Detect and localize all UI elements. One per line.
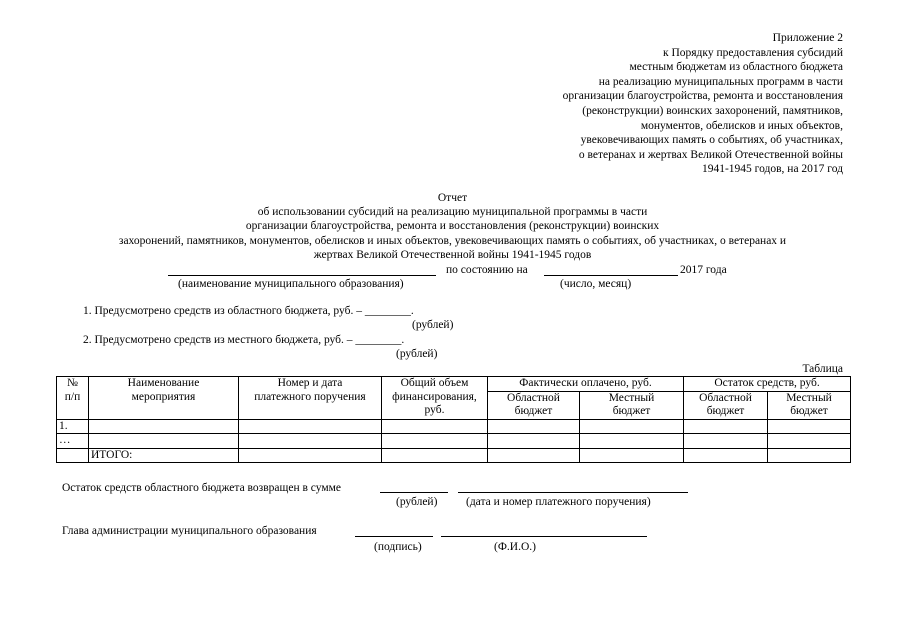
appendix-line: Приложение 2 xyxy=(772,32,843,44)
appendix-line: к Порядку предоставления субсидий xyxy=(663,46,843,59)
col-remain-local-header: Местный бюджет xyxy=(768,391,851,419)
fio-blank xyxy=(441,536,647,537)
row-name xyxy=(89,419,239,434)
report-subtitle-line: захоронений, памятников, монументов, обелисков и иных объектов, увековечивающих память о событиях, об участниках, о ветеранах и xyxy=(118,235,787,247)
appendix-line: увековечивающих память о событиях, об участниках, xyxy=(580,134,843,147)
appendix-line: на реализацию муниципальных программ в части xyxy=(598,75,843,88)
rubles-caption: (рублей) xyxy=(396,496,438,508)
col-remain-regional-header: Областной бюджет xyxy=(684,391,768,419)
table-row xyxy=(57,419,851,434)
row-num: … xyxy=(57,434,89,449)
appendix-line: о ветеранах и жертвах Великой Отечественной войны xyxy=(578,148,843,161)
signature-blank xyxy=(355,536,433,537)
state-as-of-label: по состоянию на xyxy=(446,264,528,276)
report-subtitle-line: об использовании субсидий на реализацию муниципальной программы в части xyxy=(257,206,648,218)
col-paid-header: Фактически оплачено, руб. xyxy=(488,377,684,392)
date-caption: (число, месяц) xyxy=(560,278,632,290)
table-total-row xyxy=(57,448,851,463)
municipality-caption: (наименование муниципального образования) xyxy=(178,278,404,290)
report-subtitle-line: организации благоустройства, ремонта и восстановления (реконструкции) воинских xyxy=(245,220,660,232)
row-name xyxy=(89,434,239,449)
payment-order-caption: (дата и номер платежного поручения) xyxy=(466,496,651,508)
report-subtitle-line: жертвах Великой Отечественной войны 1941-1945 годов xyxy=(313,249,592,261)
col-name-header: Наименование мероприятия xyxy=(89,377,239,420)
col-remain-header: Остаток средств, руб. xyxy=(684,377,851,392)
item-regional-caption: (рублей) xyxy=(412,319,454,331)
col-paid-regional-header: Областной бюджет xyxy=(488,391,580,419)
municipality-blank xyxy=(168,275,436,276)
signature-caption: (подпись) xyxy=(374,541,422,553)
row-num xyxy=(57,448,89,463)
col-total-header: Общий объем финансирования, руб. xyxy=(382,377,488,420)
col-num-header: № п/п xyxy=(57,377,89,420)
item-local-budget: 2. Предусмотрено средств из местного бюджета, руб. – ________. xyxy=(83,334,405,346)
date-blank xyxy=(544,275,678,276)
head-label: Глава администрации муниципального образования xyxy=(62,525,317,537)
report-table xyxy=(56,376,851,463)
appendix-block xyxy=(483,31,843,177)
row-num: 1. xyxy=(57,419,89,434)
appendix-line: местным бюджетам из областного бюджета xyxy=(629,61,843,74)
payment-order-blank xyxy=(458,492,688,493)
item-regional-budget: 1. Предусмотрено средств из областного бюджета, руб. – ________. xyxy=(83,305,414,317)
table-label: Таблица xyxy=(802,363,843,375)
returned-amount-label: Остаток средств областного бюджета возвращен в сумме xyxy=(62,482,341,494)
row-total-label: ИТОГО: xyxy=(89,448,239,463)
returned-amount-blank xyxy=(380,492,448,493)
appendix-line: монументов, обелисков и иных объектов, xyxy=(640,119,843,132)
col-payment-header: Номер и дата платежного поручения xyxy=(239,377,382,420)
year-label: 2017 года xyxy=(680,264,727,276)
fio-caption: (Ф.И.О.) xyxy=(494,541,536,553)
appendix-line: 1941-1945 годов, на 2017 год xyxy=(701,163,843,176)
col-paid-local-header: Местный бюджет xyxy=(580,391,684,419)
appendix-line: организации благоустройства, ремонта и восстановления xyxy=(562,90,843,103)
report-title: Отчет xyxy=(437,192,468,204)
appendix-line: (реконструкции) воинских захоронений, памятников, xyxy=(582,104,843,117)
table-header-row xyxy=(57,377,851,392)
table-row xyxy=(57,434,851,449)
item-local-caption: (рублей) xyxy=(396,348,438,360)
